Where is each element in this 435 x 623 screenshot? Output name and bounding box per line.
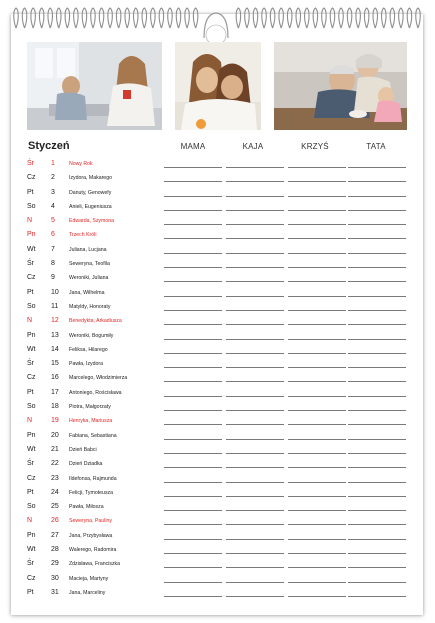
write-line-mama[interactable] — [164, 553, 222, 554]
write-line-tata[interactable] — [348, 181, 406, 182]
day-number: 31 — [51, 588, 59, 596]
day-number: 2 — [51, 174, 55, 182]
write-line-tata[interactable] — [348, 582, 406, 583]
name-day-label: Antoniego, Rościsława — [69, 389, 122, 396]
weekday-label: N — [27, 217, 33, 225]
day-rows — [0, 157, 435, 600]
name-day-label: Edwarda, Szymona — [69, 218, 114, 225]
weekday-label: Pn — [27, 331, 36, 339]
write-line-krzyś[interactable] — [288, 324, 346, 325]
write-line-tata[interactable] — [348, 310, 406, 311]
write-line-tata[interactable] — [348, 381, 406, 382]
write-line-tata[interactable] — [348, 482, 406, 483]
weekday-label: N — [27, 317, 33, 325]
write-line-mama[interactable] — [164, 296, 222, 297]
write-line-mama[interactable] — [164, 396, 222, 397]
name-day-label: Danuty, Genowefy — [69, 189, 112, 196]
weekday-label: So — [27, 302, 36, 310]
write-line-tata[interactable] — [348, 281, 406, 282]
day-number: 11 — [51, 302, 59, 310]
write-line-krzyś[interactable] — [288, 167, 346, 168]
day-row — [0, 228, 435, 242]
name-day-label: Izydora, Makarego — [69, 175, 112, 182]
day-number: 29 — [51, 560, 59, 568]
write-line-mama[interactable] — [164, 238, 222, 239]
day-row — [0, 443, 435, 457]
name-day-label: Trzech Króli — [69, 232, 97, 239]
weekday-label: Cz — [27, 574, 36, 582]
write-line-krzyś[interactable] — [288, 553, 346, 554]
weekday-label: N — [27, 517, 33, 525]
write-line-mama[interactable] — [164, 496, 222, 497]
write-line-kaja[interactable] — [226, 267, 284, 268]
write-line-krzyś[interactable] — [288, 181, 346, 182]
write-line-kaja[interactable] — [226, 324, 284, 325]
write-line-krzyś[interactable] — [288, 582, 346, 583]
day-number: 24 — [51, 488, 59, 496]
write-line-mama[interactable] — [164, 224, 222, 225]
column-header-krzys: KRZYŚ — [301, 142, 329, 151]
write-line-krzyś[interactable] — [288, 524, 346, 525]
write-line-kaja[interactable] — [226, 424, 284, 425]
write-line-mama[interactable] — [164, 596, 222, 597]
day-row — [0, 543, 435, 557]
write-line-krzyś[interactable] — [288, 367, 346, 368]
weekday-label: Cz — [27, 274, 36, 282]
write-line-kaja[interactable] — [226, 224, 284, 225]
write-line-krzyś[interactable] — [288, 496, 346, 497]
write-line-krzyś[interactable] — [288, 482, 346, 483]
write-line-mama[interactable] — [164, 567, 222, 568]
day-number: 13 — [51, 331, 59, 339]
day-row — [0, 271, 435, 285]
day-number: 14 — [51, 345, 59, 353]
name-day-label: Pawła, Miłosza — [69, 504, 104, 511]
name-day-label: Jana, Wilhelma — [69, 289, 105, 296]
day-row — [0, 400, 435, 414]
write-line-kaja[interactable] — [226, 467, 284, 468]
write-line-mama[interactable] — [164, 453, 222, 454]
write-line-mama[interactable] — [164, 324, 222, 325]
write-line-kaja[interactable] — [226, 582, 284, 583]
day-row — [0, 457, 435, 471]
weekday-label: Pt — [27, 588, 34, 596]
write-line-mama[interactable] — [164, 539, 222, 540]
day-row — [0, 343, 435, 357]
day-number: 18 — [51, 403, 59, 411]
day-row — [0, 157, 435, 171]
day-number: 12 — [51, 317, 59, 325]
day-row — [0, 171, 435, 185]
write-line-krzyś[interactable] — [288, 596, 346, 597]
write-line-tata[interactable] — [348, 267, 406, 268]
day-number: 17 — [51, 388, 59, 396]
write-line-mama[interactable] — [164, 439, 222, 440]
write-line-mama[interactable] — [164, 310, 222, 311]
write-line-tata[interactable] — [348, 210, 406, 211]
name-day-label: Matyldy, Honoraty — [69, 303, 111, 310]
day-row — [0, 500, 435, 514]
write-line-kaja[interactable] — [226, 210, 284, 211]
day-number: 27 — [51, 531, 59, 539]
day-row — [0, 414, 435, 428]
write-line-mama[interactable] — [164, 267, 222, 268]
day-row — [0, 214, 435, 228]
name-day-label: Jana, Marceliny — [69, 589, 106, 596]
write-line-kaja[interactable] — [226, 196, 284, 197]
write-line-kaja[interactable] — [226, 482, 284, 483]
write-line-krzyś[interactable] — [288, 410, 346, 411]
write-line-mama[interactable] — [164, 524, 222, 525]
write-line-tata[interactable] — [348, 539, 406, 540]
column-header-mama: MAMA — [180, 142, 206, 151]
write-line-tata[interactable] — [348, 596, 406, 597]
write-line-tata[interactable] — [348, 296, 406, 297]
day-number: 16 — [51, 374, 59, 382]
write-line-kaja[interactable] — [226, 181, 284, 182]
name-day-label: Feliksa, Hilarego — [69, 346, 108, 353]
weekday-label: Pn — [27, 531, 36, 539]
day-number: 26 — [51, 517, 59, 525]
name-day-label: Anieli, Eugeniusza — [69, 203, 112, 210]
write-line-kaja[interactable] — [226, 596, 284, 597]
write-line-krzyś[interactable] — [288, 567, 346, 568]
write-line-tata[interactable] — [348, 553, 406, 554]
name-day-label: Weroniki, Bogumiły — [69, 332, 114, 339]
write-line-tata[interactable] — [348, 467, 406, 468]
day-row — [0, 300, 435, 314]
write-line-mama[interactable] — [164, 410, 222, 411]
day-number: 9 — [51, 274, 55, 282]
write-line-kaja[interactable] — [226, 553, 284, 554]
write-line-krzyś[interactable] — [288, 439, 346, 440]
name-day-label: Piotra, Małgorzaty — [69, 404, 111, 411]
weekday-label: Śr — [27, 260, 34, 268]
write-line-krzyś[interactable] — [288, 353, 346, 354]
day-number: 4 — [51, 202, 55, 210]
photo-mother-daughter — [27, 42, 162, 130]
write-line-kaja[interactable] — [226, 381, 284, 382]
weekday-label: So — [27, 202, 36, 210]
photo-grandparents — [274, 42, 407, 130]
column-header-kaja: KAJA — [242, 142, 264, 151]
weekday-label: So — [27, 403, 36, 411]
write-line-kaja[interactable] — [226, 253, 284, 254]
write-line-tata[interactable] — [348, 510, 406, 511]
write-line-mama[interactable] — [164, 196, 222, 197]
write-line-krzyś[interactable] — [288, 267, 346, 268]
write-line-kaja[interactable] — [226, 353, 284, 354]
write-line-krzyś[interactable] — [288, 424, 346, 425]
write-line-krzyś[interactable] — [288, 339, 346, 340]
write-line-krzyś[interactable] — [288, 296, 346, 297]
weekday-label: Pn — [27, 231, 36, 239]
name-day-label: Weroniki, Juliana — [69, 275, 109, 282]
name-day-label: Henryka, Mariusza — [69, 418, 113, 425]
weekday-label: Cz — [27, 374, 36, 382]
write-line-krzyś[interactable] — [288, 281, 346, 282]
weekday-label: Pn — [27, 431, 36, 439]
write-line-kaja[interactable] — [226, 396, 284, 397]
write-line-krzyś[interactable] — [288, 310, 346, 311]
day-row — [0, 329, 435, 343]
weekday-label: Wt — [27, 245, 36, 253]
weekday-label: Wt — [27, 345, 36, 353]
name-day-label: Felicji, Tymoteusza — [69, 489, 114, 496]
weekday-label: Cz — [27, 474, 36, 482]
name-day-label: Nowy Rok — [69, 161, 93, 167]
write-line-tata[interactable] — [348, 253, 406, 254]
name-day-label: Fabiana, Sebastiana — [69, 432, 117, 439]
day-number: 23 — [51, 474, 59, 482]
name-day-label: Seweryna, Teofila — [69, 261, 110, 268]
weekday-label: Wt — [27, 445, 36, 453]
day-row — [0, 572, 435, 586]
write-line-mama[interactable] — [164, 467, 222, 468]
write-line-mama[interactable] — [164, 167, 222, 168]
weekday-label: Pt — [27, 488, 34, 496]
day-row — [0, 257, 435, 271]
day-row — [0, 557, 435, 571]
day-number: 10 — [51, 288, 59, 296]
write-line-krzyś[interactable] — [288, 381, 346, 382]
write-line-kaja[interactable] — [226, 439, 284, 440]
write-line-mama[interactable] — [164, 253, 222, 254]
day-row — [0, 386, 435, 400]
write-line-mama[interactable] — [164, 510, 222, 511]
name-day-label: Walerego, Radomira — [69, 547, 117, 554]
write-line-krzyś[interactable] — [288, 510, 346, 511]
day-row — [0, 371, 435, 385]
hanger-icon — [201, 8, 231, 44]
write-line-mama[interactable] — [164, 424, 222, 425]
write-line-mama[interactable] — [164, 181, 222, 182]
photo-girls-hugging — [175, 42, 261, 130]
write-line-krzyś[interactable] — [288, 539, 346, 540]
name-day-label: Macieja, Martyny — [69, 575, 109, 582]
day-number: 1 — [51, 160, 55, 167]
write-line-krzyś[interactable] — [288, 224, 346, 225]
write-line-tata[interactable] — [348, 367, 406, 368]
write-line-tata[interactable] — [348, 524, 406, 525]
write-line-kaja[interactable] — [226, 410, 284, 411]
write-line-tata[interactable] — [348, 324, 406, 325]
write-line-tata[interactable] — [348, 453, 406, 454]
name-day-label: Zdzisława, Franciszka — [69, 561, 121, 568]
day-number: 21 — [51, 445, 59, 453]
day-row — [0, 200, 435, 214]
write-line-kaja[interactable] — [226, 281, 284, 282]
weekday-label: Śr — [27, 460, 34, 468]
day-row — [0, 186, 435, 200]
day-row — [0, 243, 435, 257]
write-line-kaja[interactable] — [226, 167, 284, 168]
write-line-mama[interactable] — [164, 367, 222, 368]
day-number: 6 — [51, 231, 55, 239]
name-day-label: Dzień Dziadka — [69, 461, 103, 468]
day-number: 8 — [51, 260, 55, 268]
write-line-krzyś[interactable] — [288, 453, 346, 454]
name-day-label: Seweryna, Pauliny — [69, 518, 112, 525]
day-number: 28 — [51, 546, 59, 554]
weekday-label: N — [27, 417, 33, 425]
day-number: 25 — [51, 503, 59, 511]
weekday-label: Śr — [27, 160, 34, 167]
day-row — [0, 472, 435, 486]
day-number: 20 — [51, 431, 59, 439]
day-number: 15 — [51, 360, 59, 368]
write-line-kaja[interactable] — [226, 567, 284, 568]
weekday-label: So — [27, 503, 36, 511]
weekday-label: Cz — [27, 174, 36, 182]
write-line-tata[interactable] — [348, 224, 406, 225]
name-day-label: Benedykta, Arkadiusza — [69, 318, 122, 325]
name-day-label: Pawła, Izydora — [69, 361, 104, 368]
write-line-tata[interactable] — [348, 496, 406, 497]
write-line-mama[interactable] — [164, 353, 222, 354]
write-line-krzyś[interactable] — [288, 196, 346, 197]
day-row — [0, 529, 435, 543]
write-line-krzyś[interactable] — [288, 396, 346, 397]
weekday-label: Śr — [27, 560, 34, 568]
write-line-tata[interactable] — [348, 238, 406, 239]
write-line-tata[interactable] — [348, 167, 406, 168]
day-row — [0, 486, 435, 500]
day-row — [0, 429, 435, 443]
name-day-label: Juliana, Lucjana — [69, 246, 107, 253]
write-line-tata[interactable] — [348, 567, 406, 568]
weekday-label: Pt — [27, 388, 34, 396]
day-row — [0, 586, 435, 600]
write-line-mama[interactable] — [164, 281, 222, 282]
name-day-label: Marcelego, Włodzimierza — [69, 375, 128, 382]
write-line-kaja[interactable] — [226, 296, 284, 297]
column-header-tata: TATA — [366, 142, 386, 151]
write-line-kaja[interactable] — [226, 367, 284, 368]
day-row — [0, 314, 435, 328]
day-number: 5 — [51, 217, 55, 225]
write-line-kaja[interactable] — [226, 539, 284, 540]
write-line-kaja[interactable] — [226, 310, 284, 311]
day-number: 7 — [51, 245, 55, 253]
write-line-tata[interactable] — [348, 196, 406, 197]
write-line-krzyś[interactable] — [288, 467, 346, 468]
write-line-mama[interactable] — [164, 482, 222, 483]
write-line-krzyś[interactable] — [288, 238, 346, 239]
write-line-kaja[interactable] — [226, 524, 284, 525]
day-number: 19 — [51, 417, 59, 425]
write-line-krzyś[interactable] — [288, 253, 346, 254]
write-line-kaja[interactable] — [226, 496, 284, 497]
day-row — [0, 286, 435, 300]
weekday-label: Wt — [27, 546, 36, 554]
weekday-label: Śr — [27, 360, 34, 368]
name-day-label: Dzień Babci — [69, 446, 97, 453]
write-line-tata[interactable] — [348, 424, 406, 425]
day-number: 30 — [51, 574, 59, 582]
name-day-label: Ildefonsa, Rajmunda — [69, 475, 117, 482]
write-line-mama[interactable] — [164, 582, 222, 583]
day-number: 22 — [51, 460, 59, 468]
write-line-tata[interactable] — [348, 339, 406, 340]
write-line-tata[interactable] — [348, 396, 406, 397]
write-line-kaja[interactable] — [226, 339, 284, 340]
write-line-mama[interactable] — [164, 381, 222, 382]
write-line-kaja[interactable] — [226, 510, 284, 511]
day-row — [0, 357, 435, 371]
write-line-kaja[interactable] — [226, 238, 284, 239]
write-line-mama[interactable] — [164, 339, 222, 340]
name-day-label: Jana, Przybysława — [69, 532, 113, 539]
day-number: 3 — [51, 188, 55, 196]
month-title: Styczeń — [28, 140, 70, 152]
write-line-kaja[interactable] — [226, 453, 284, 454]
weekday-label: Pt — [27, 288, 34, 296]
day-row — [0, 514, 435, 528]
write-line-tata[interactable] — [348, 439, 406, 440]
write-line-tata[interactable] — [348, 410, 406, 411]
weekday-label: Pt — [27, 188, 34, 196]
write-line-krzyś[interactable] — [288, 210, 346, 211]
write-line-tata[interactable] — [348, 353, 406, 354]
write-line-mama[interactable] — [164, 210, 222, 211]
